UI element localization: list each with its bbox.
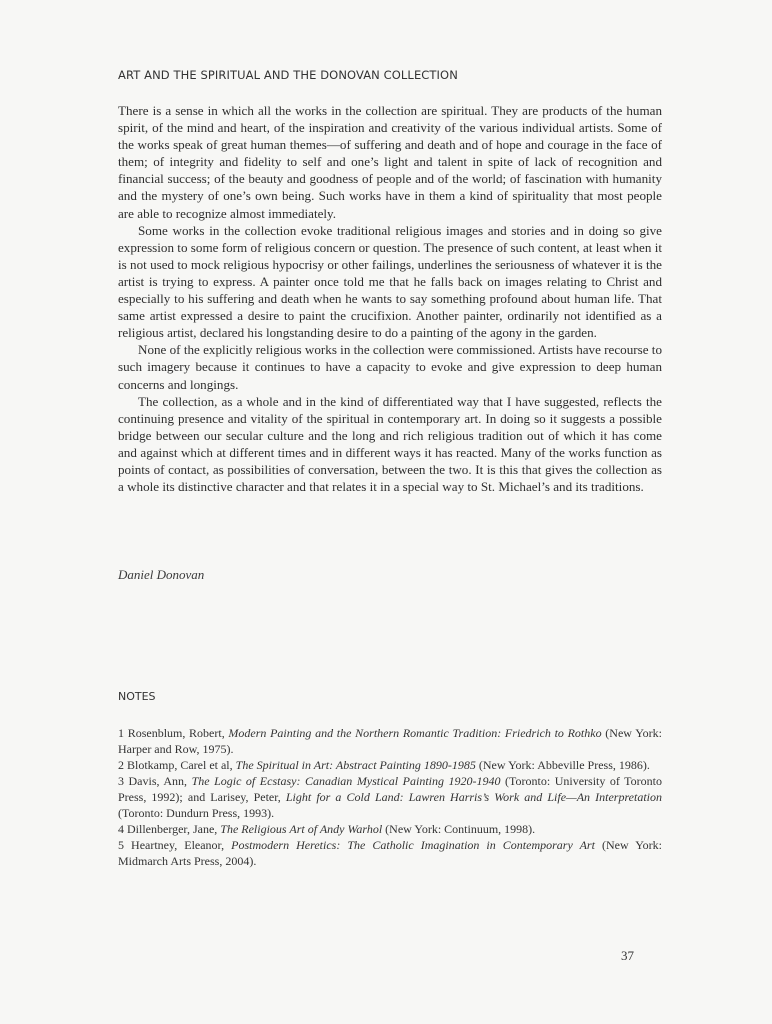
note-number: 2 — [118, 758, 124, 772]
paragraph: None of the explicitly religious works in the collection were commissioned. Artists have recourse to such imagery because it continues to have a capacity to evoke and give expression to deep human concerns and longings. — [118, 342, 662, 392]
note-author: Blotkamp, Carel et al, — [124, 758, 236, 772]
page-number: 37 — [621, 948, 634, 963]
notes-heading: NOTES — [118, 690, 156, 703]
note-title: The Religious Art of Andy Warhol — [220, 822, 383, 836]
note-number: 1 — [118, 726, 124, 740]
paragraph: The collection, as a whole and in the kind of differentiated way that I have suggested, reflects the continuing presence and vitality of the spiritual in contemporary art. In doing so it suggests a possible bridge between our secular culture and the long and rich religious tradition out of which it has come and against which at different times and in different ways it has reacted. Many of the works function as points of contact, as possibilities of conversation, between the two. It is this that gives the collection as a whole its distinctive character and that relates it in a special way to St. Michael’s and its traditions. — [118, 393, 662, 495]
note-item — [118, 725, 662, 757]
note-number: 5 — [118, 838, 124, 852]
note-title: Postmodern Heretics: The Catholic Imagination in Contemporary Art — [231, 838, 595, 852]
essay-body — [118, 102, 662, 495]
note-title-2: Light for a Cold Land: Lawren Harris’s Work and Life—An Interpretation — [285, 790, 663, 804]
author-signature: Daniel Donovan — [118, 567, 205, 582]
note-item — [118, 773, 662, 821]
note-item — [118, 821, 662, 837]
note-publisher: (Toronto: University of Toronto Press, 1992); and Larisey, Peter, — [118, 774, 663, 804]
note-number: 3 — [118, 774, 124, 788]
note-publisher-2: (Toronto: Dundurn Press, 1993). — [118, 806, 275, 820]
note-item — [118, 837, 662, 869]
page-heading: ART AND THE SPIRITUAL AND THE DONOVAN COLLECTION — [118, 68, 458, 82]
note-author: Davis, Ann, — [124, 774, 192, 788]
note-title: The Logic of Ecstasy: Canadian Mystical Painting 1920-1940 — [191, 774, 501, 788]
note-author: Rosenblum, Robert, — [124, 726, 229, 740]
note-author: Heartney, Eleanor, — [124, 838, 232, 852]
note-item — [118, 757, 662, 773]
note-publisher: (New York: Continuum, 1998). — [382, 822, 536, 836]
note-title: The Spiritual in Art: Abstract Painting 1890-1985 — [235, 758, 476, 772]
note-publisher: (New York: Abbeville Press, 1986). — [475, 758, 650, 772]
note-number: 4 — [118, 822, 124, 836]
note-title: Modern Painting and the Northern Romantic Tradition: Friedrich to Rothko — [228, 726, 602, 740]
note-publisher: (New York: Midmarch Arts Press, 2004). — [118, 838, 662, 868]
paragraph: Some works in the collection evoke traditional religious images and stories and in doing so give expression to some form of religious concern or question. The presence of such content, at least when it is not used to mock religious hypocrisy or other failings, underlines the seriousness of whatever it is the artist is trying to express. A painter once told me that he falls back on images relating to Christ and especially to his suffering and death when he wants to say something profound about human life. That same artist expressed a desire to paint the crucifixion. Another painter, ordinarily not identified as a religious artist, declared his longstanding desire to do a painting of the agony in the garden. — [118, 222, 662, 341]
note-publisher: (New York: Harper and Row, 1975). — [118, 726, 662, 756]
paragraph: There is a sense in which all the works in the collection are spiritual. They are products of the human spirit, of the mind and heart, of the inspiration and creativity of the various individual artists. Some of the works speak of great human themes—of suffering and death and of hope and courage in the face of them; of integrity and fidelity to self and one’s light and talent in spite of lack of recognition and financial success; of the beauty and goodness of people and of the world; of fascination with humanity and the mystery of one’s own being. Such works have in them a kind of spirituality that most people are able to recognize almost immediately. — [118, 103, 662, 221]
note-author: Dillenberger, Jane, — [124, 822, 221, 836]
notes-list — [118, 725, 662, 869]
